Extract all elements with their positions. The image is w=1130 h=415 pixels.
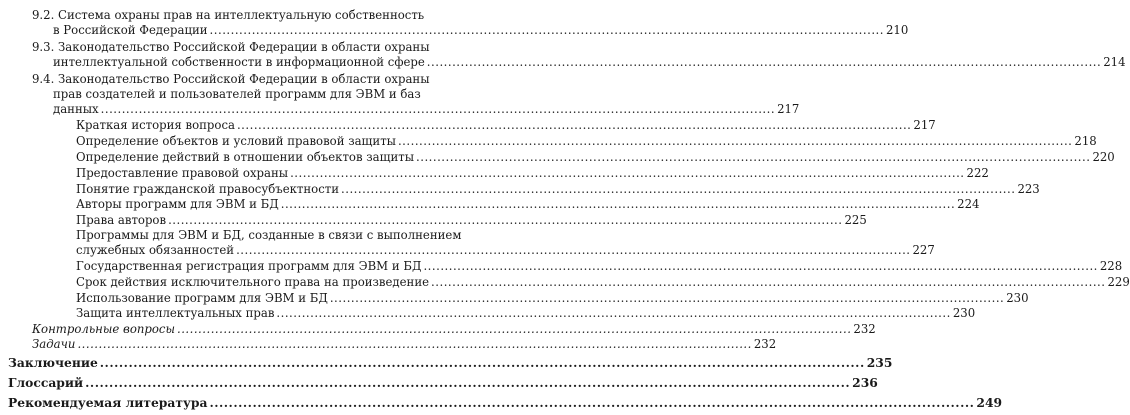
toc-entry-ip-protection[interactable] [76, 306, 976, 320]
toc-entry-legal-personality[interactable] [76, 182, 1040, 196]
toc-page-number: 236 [852, 375, 878, 390]
toc-entry-9-2[interactable] [53, 23, 909, 37]
toc-page-number: 230 [1006, 291, 1029, 305]
leader-dots [77, 337, 751, 351]
toc-page-number: 232 [753, 337, 777, 351]
toc-entry-title: Контрольные вопросы [32, 322, 175, 336]
toc-entry-title: Права авторов [76, 213, 167, 227]
toc-entry-conclusion[interactable] [8, 355, 893, 370]
toc-entry-service-programs-line-1: Программы для ЭВМ и БД, созданные в связи с выполнением [76, 228, 462, 242]
toc-entry-title: данных [53, 102, 99, 116]
toc-page-number: 220 [1092, 150, 1115, 164]
leader-dots [427, 55, 1101, 69]
toc-entry-title: служебных обязанностей [76, 243, 235, 257]
toc-entry-9-4-line-2: прав создателей и пользователей программ для ЭВМ и баз [53, 87, 421, 101]
leader-dots [290, 166, 964, 180]
toc-page-number: 218 [1074, 134, 1097, 148]
toc-entry-actions-definition[interactable] [76, 150, 1115, 164]
toc-entry-9-4[interactable] [53, 102, 800, 116]
toc-page-number: 214 [1103, 55, 1126, 69]
leader-dots [177, 322, 851, 336]
toc-entry-title: Задачи [32, 337, 76, 351]
leader-dots [209, 395, 974, 410]
toc-entry-9-3[interactable] [53, 55, 1126, 69]
leader-dots [236, 243, 910, 257]
leader-dots [281, 197, 955, 211]
leader-dots [276, 306, 950, 320]
leader-dots [168, 213, 842, 227]
toc-page-number: 230 [952, 306, 976, 320]
toc-entry-program-authors[interactable] [76, 197, 980, 211]
leader-dots [431, 275, 1105, 289]
toc-entry-title: Глоссарий [8, 375, 84, 390]
toc-entry-recommended-literature[interactable] [8, 395, 1003, 410]
toc-page-number: 232 [853, 322, 876, 336]
toc-entry-9-4-line-1: 9.4. Законодательство Российской Федерации в области охраны [32, 72, 430, 86]
toc-entry-title: Использование программ для ЭВМ и БД [76, 291, 328, 305]
toc-page-number: 223 [1017, 182, 1040, 196]
leader-dots [341, 182, 1015, 196]
leader-dots [85, 375, 850, 390]
leader-dots [101, 102, 775, 116]
toc-page-number: 249 [976, 395, 1003, 410]
leader-dots [423, 259, 1097, 273]
toc-entry-title: Срок действия исключительного права на произведение [76, 275, 430, 289]
toc-entry-title: Понятие гражданской правосубъектности [76, 182, 340, 196]
toc-entry-tasks[interactable] [32, 337, 777, 351]
toc-page-number: 227 [912, 243, 935, 257]
leader-dots [210, 23, 884, 37]
toc-page-number: 235 [866, 355, 893, 370]
toc-entry-service-programs[interactable] [76, 243, 935, 257]
leader-dots [416, 150, 1090, 164]
leader-dots [100, 355, 865, 370]
toc-entry-title: Защита интеллектуальных прав [76, 306, 275, 320]
toc-entry-title: Государственная регистрация программ для ЭВМ и БД [76, 259, 422, 273]
toc-entry-exclusive-right-term[interactable] [76, 275, 1130, 289]
toc-page-number: 217 [913, 118, 936, 132]
toc-entry-title: Краткая история вопроса [76, 118, 235, 132]
toc-entry-9-2-line-1: 9.2. Система охраны прав на интеллектуальную собственность [32, 8, 425, 22]
toc-page-number: 222 [966, 166, 989, 180]
leader-dots [398, 134, 1072, 148]
toc-entry-state-registration[interactable] [76, 259, 1123, 273]
toc-entry-title: Заключение [8, 355, 98, 370]
toc-page-number: 229 [1107, 275, 1130, 289]
toc-entry-title: в Российской Федерации [53, 23, 208, 37]
leader-dots [237, 118, 911, 132]
toc-entry-legal-protection[interactable] [76, 166, 989, 180]
toc-entry-control-questions[interactable] [32, 322, 876, 336]
toc-entry-glossary[interactable] [8, 375, 878, 390]
toc-entry-title: Определение объектов и условий правовой защиты [76, 134, 396, 148]
toc-page-number: 224 [957, 197, 980, 211]
toc-page-number: 228 [1099, 259, 1123, 273]
toc-entry-title: Определение действий в отношении объектов защиты [76, 150, 415, 164]
toc-page-number: 217 [777, 102, 800, 116]
toc-entry-objects-definition[interactable] [76, 134, 1097, 148]
toc-entry-title: интеллектуальной собственности в информационной сфере [53, 55, 425, 69]
toc-entry-title: Авторы программ для ЭВМ и БД [76, 197, 279, 211]
toc-entry-title: Рекомендуемая литература [8, 395, 208, 410]
toc-entry-brief-history[interactable] [76, 118, 936, 132]
toc-page-number: 225 [844, 213, 867, 227]
toc-entry-author-rights[interactable] [76, 213, 867, 227]
toc-entry-title: Предоставление правовой охраны [76, 166, 289, 180]
toc-entry-program-usage[interactable] [76, 291, 1029, 305]
leader-dots [330, 291, 1004, 305]
toc-page-number: 210 [885, 23, 909, 37]
toc-entry-9-3-line-1: 9.3. Законодательство Российской Федерации в области охраны [32, 40, 430, 54]
